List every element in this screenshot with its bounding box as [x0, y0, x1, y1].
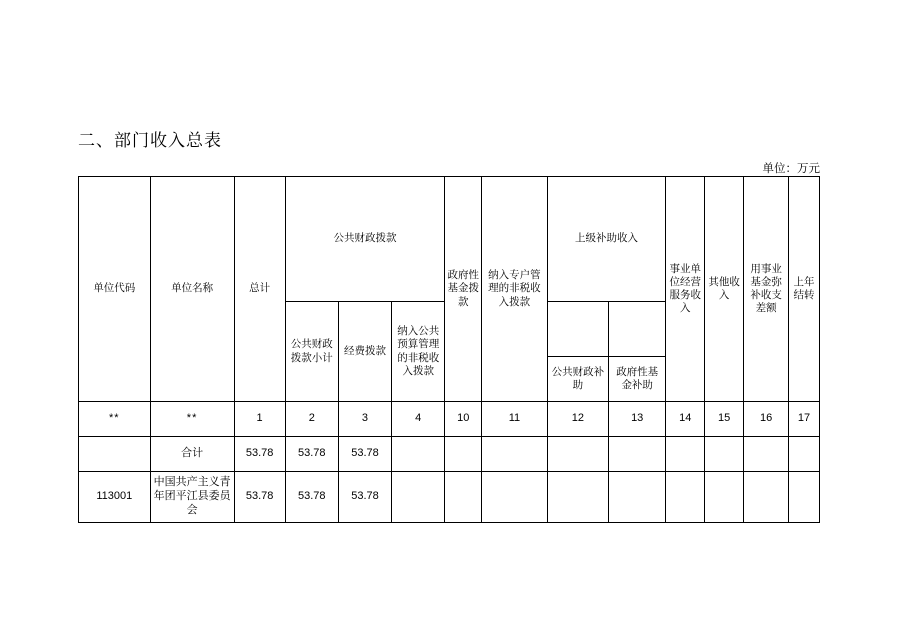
header-fund-make-up: 用事业基金弥补收支差额	[744, 177, 789, 402]
cell-business-operating-income	[666, 437, 705, 472]
header-business-operating-income: 事业单位经营服务收入	[666, 177, 705, 402]
cell-total: 53.78	[234, 437, 285, 472]
cell-fund-make-up	[744, 437, 789, 472]
cell-upper-gov-fund-subsidy	[609, 437, 666, 472]
num-special-account-non-tax: 11	[482, 402, 547, 437]
header-total: 总计	[234, 177, 285, 402]
num-unit-name: **	[150, 402, 234, 437]
income-summary-table	[78, 176, 820, 523]
cell-unit-name: 中国共产主义青年团平江县委员会	[150, 472, 234, 523]
header-upper-spacer-left	[547, 302, 608, 357]
cell-upper-public-finance-subsidy	[547, 437, 608, 472]
cell-operating-allocation: 53.78	[338, 437, 391, 472]
header-non-tax-included-allocation: 纳入公共预算管理的非税收入拨款	[392, 302, 445, 402]
table-header-row	[79, 177, 820, 302]
header-operating-allocation: 经费拨款	[338, 302, 391, 402]
cell-unit-name: 合计	[150, 437, 234, 472]
header-prior-year-carryover: 上年结转	[789, 177, 820, 402]
cell-prior-year-carryover	[789, 472, 820, 523]
num-unit-code: **	[79, 402, 151, 437]
unit-note: 单位：万元	[762, 163, 820, 175]
cell-upper-public-finance-subsidy	[547, 472, 608, 523]
cell-gov-fund-allocation	[445, 472, 482, 523]
num-non-tax-included-allocation: 4	[392, 402, 445, 437]
num-operating-allocation: 3	[338, 402, 391, 437]
header-special-account-non-tax: 纳入专户管理的非税收入拨款	[482, 177, 547, 402]
cell-total: 53.78	[234, 472, 285, 523]
cell-non-tax-included-allocation	[392, 437, 445, 472]
num-public-finance-subtotal: 2	[285, 402, 338, 437]
header-unit-code: 单位代码	[79, 177, 151, 402]
cell-unit-code: 113001	[79, 472, 151, 523]
cell-public-finance-subtotal: 53.78	[285, 437, 338, 472]
cell-other-income	[705, 472, 744, 523]
cell-unit-code	[79, 437, 151, 472]
cell-special-account-non-tax	[482, 472, 547, 523]
header-upper-public-finance-subsidy: 公共财政补助	[547, 357, 608, 402]
cell-operating-allocation: 53.78	[338, 472, 391, 523]
cell-prior-year-carryover	[789, 437, 820, 472]
cell-public-finance-subtotal: 53.78	[285, 472, 338, 523]
table-row	[79, 472, 820, 523]
num-upper-gov-fund-subsidy: 13	[609, 402, 666, 437]
cell-gov-fund-allocation	[445, 437, 482, 472]
page-title: 二、部门收入总表	[78, 131, 222, 150]
cell-non-tax-included-allocation	[392, 472, 445, 523]
header-public-finance-subtotal: 公共财政拨款小计	[285, 302, 338, 402]
cell-fund-make-up	[744, 472, 789, 523]
num-other-income: 15	[705, 402, 744, 437]
num-prior-year-carryover: 17	[789, 402, 820, 437]
cell-special-account-non-tax	[482, 437, 547, 472]
num-business-operating-income: 14	[666, 402, 705, 437]
num-gov-fund-allocation: 10	[445, 402, 482, 437]
header-other-income: 其他收入	[705, 177, 744, 402]
num-upper-public-finance-subsidy: 12	[547, 402, 608, 437]
cell-upper-gov-fund-subsidy	[609, 472, 666, 523]
table-row	[79, 437, 820, 472]
header-upper-level-subsidy: 上级补助收入	[547, 177, 666, 302]
num-fund-make-up: 16	[744, 402, 789, 437]
header-gov-fund-allocation: 政府性基金拨款	[445, 177, 482, 402]
income-summary-table-wrapper	[78, 176, 820, 523]
table-number-row	[79, 402, 820, 437]
header-public-finance-allocation: 公共财政拨款	[285, 177, 445, 302]
header-upper-gov-fund-subsidy: 政府性基金补助	[609, 357, 666, 402]
cell-business-operating-income	[666, 472, 705, 523]
header-upper-spacer-right	[609, 302, 666, 357]
header-unit-name: 单位名称	[150, 177, 234, 402]
num-total: 1	[234, 402, 285, 437]
cell-other-income	[705, 437, 744, 472]
